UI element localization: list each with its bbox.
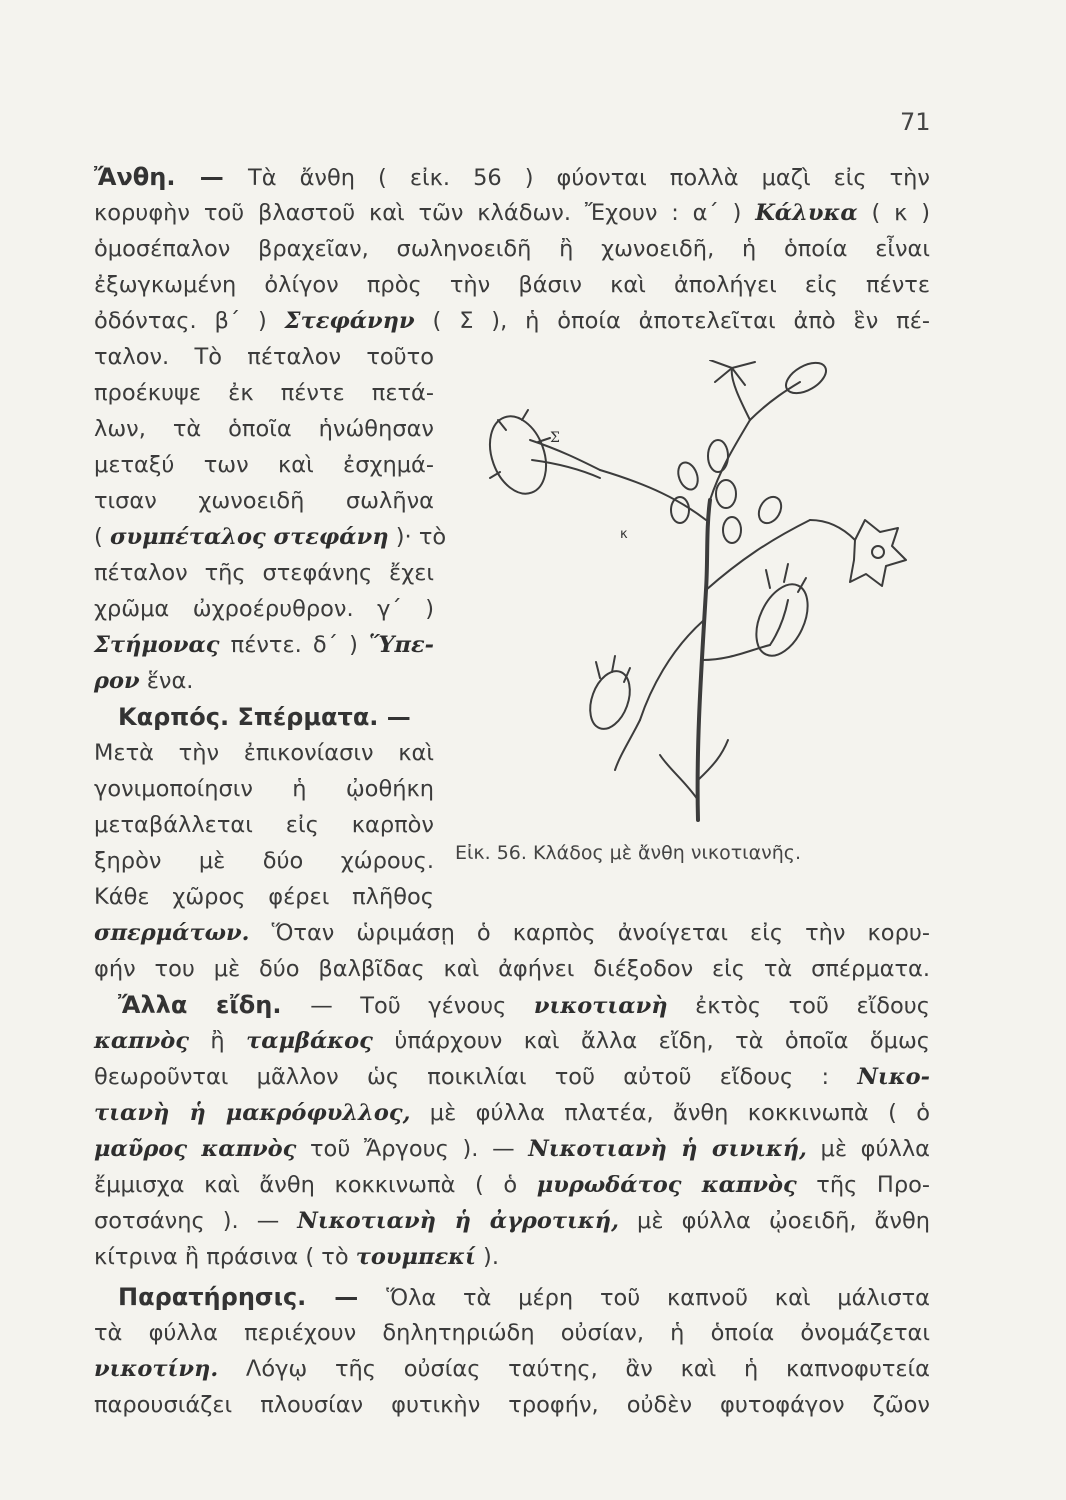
text-span: Ὅλα τὰ μέρη τοῦ καπνοῦ καὶ μάλιστα: [386, 1285, 930, 1311]
text-line: χρῶμα ὠχροέρυθρον. γ΄ ): [94, 596, 434, 622]
text-span: ( Σ ), ἡ ὁποία ἀποτελεῖται ἀπὸ ἓν πέ-: [414, 308, 930, 334]
section-heading: Παρατήρησις. —: [118, 1283, 387, 1311]
text-line: [94, 520, 447, 554]
text-span: μὲ φύλλα ᾠοειδῆ, ἄνθη: [618, 1208, 930, 1234]
text-span: Τὰ ἄνθη ( εἰκ. 56 ) φύονται πολλὰ μαζὶ εἰς τὴν: [247, 165, 930, 191]
text-line: [94, 1352, 930, 1386]
term: Ὕπε-: [369, 632, 434, 658]
term: μυρωδάτος καπνὸς: [536, 1172, 797, 1198]
text-span: ).: [475, 1244, 499, 1270]
text-line: ὁμοσέπαλον βραχεῖαν, σωληνοειδῆ ἢ χωνοειδῆ, ἡ ὁποία εἶναι: [94, 236, 930, 262]
term: τιανὴ ἡ μακρόφυλλος,: [94, 1100, 411, 1126]
text-line: [94, 1024, 930, 1058]
text-line: τισαν χωνοειδῆ σωλῆνα: [94, 488, 434, 514]
text-line: προέκυψε ἐκ πέντε πετά-: [94, 380, 434, 406]
text-span: θεωροῦνται μᾶλλον ὡς ποικιλίαι τοῦ αὐτοῦ εἴδους :: [94, 1064, 858, 1090]
text-line: πέταλον τῆς στεφάνης ἔχει: [94, 560, 434, 586]
term: καπνὸς: [94, 1028, 189, 1054]
term: νικοτιανὴ: [533, 993, 668, 1019]
text-line: [118, 988, 930, 1022]
term: Νικοτιανὴ ἡ σινική,: [528, 1136, 807, 1162]
text-span: σοτσάνης ). —: [94, 1208, 298, 1234]
text-span: ἔμμισχα καὶ ἄνθη κοκκινωπὰ ( ὁ: [94, 1172, 537, 1198]
text-line: [118, 1280, 930, 1314]
text-span: ἢ: [188, 1028, 247, 1054]
text-line: [94, 1204, 930, 1238]
text-span: πέντε. δ΄ ): [219, 632, 370, 658]
figure-caption: Εἰκ. 56. Κλάδος μὲ ἄνθη νικοτιανῆς.: [455, 842, 801, 864]
text-span: ὀδόντας. β΄ ): [94, 308, 285, 334]
text-line: [94, 196, 930, 230]
text-span: ὑπάρχουν καὶ ἄλλα εἴδη, τὰ ὁποῖα ὅμως: [372, 1028, 930, 1054]
text-line: [94, 1168, 930, 1202]
text-span: κίτρινα ἢ πράσινα ( τὸ: [94, 1244, 356, 1270]
text-line: παρουσιάζει πλουσίαν φυτικὴν τροφήν, οὐδὲν φυτοφάγον ζῶον: [94, 1392, 930, 1418]
text-line: [94, 1240, 499, 1274]
section-heading: Ἄνθη. —: [94, 163, 248, 191]
text-line: Κάθε χῶρος φέρει πλῆθος: [94, 884, 434, 910]
text-span: Λόγῳ τῆς οὐσίας ταύτης, ἂν καὶ ἡ καπνοφυτεία: [218, 1356, 930, 1382]
term: σπερμάτων.: [94, 920, 250, 946]
term: Νικοτιανὴ ἡ ἀγροτική,: [297, 1208, 619, 1234]
text-line: [94, 304, 930, 338]
term: ρον: [94, 668, 140, 694]
term: ταμβάκος: [246, 1028, 373, 1054]
term: Στήμονας: [94, 632, 220, 658]
text-line: [94, 160, 930, 194]
term: συμπέταλος στεφάνη: [109, 524, 389, 550]
text-span: )· τὸ: [388, 524, 447, 550]
term: τουμπεκί: [355, 1244, 476, 1270]
text-span: — Τοῦ γένους: [310, 993, 534, 1019]
page-number: 71: [900, 108, 931, 136]
text-span: τοῦ Ἄργους ). —: [296, 1136, 529, 1162]
text-line: ταλον. Τὸ πέταλον τοῦτο: [94, 344, 434, 370]
text-line: [94, 1096, 930, 1130]
text-line: τὰ φύλλα περιέχουν δηλητηριώδη οὐσίαν, ἡ ὁποία ὀνομάζεται: [94, 1320, 930, 1346]
text-line: μεταξύ των καὶ ἐσχημά-: [94, 452, 434, 478]
text-line: [94, 628, 434, 662]
text-line: [94, 664, 193, 698]
term: Κάλυκα: [755, 200, 858, 226]
section-heading: Καρπός. Σπέρματα. —: [118, 703, 411, 731]
text-span: ἐκτὸς τοῦ εἴδους: [667, 993, 930, 1019]
text-line: φήν του μὲ δύο βαλβῖδας καὶ ἀφήνει διέξοδον εἰς τὰ σπέρματα.: [94, 956, 930, 982]
text-span: μὲ φύλλα: [806, 1136, 930, 1162]
text-line: μεταβάλλεται εἰς καρπὸν: [94, 812, 434, 838]
text-span: ( κ ): [857, 200, 930, 226]
text-span: τῆς Προ-: [796, 1172, 931, 1198]
section-heading: Ἄλλα εἴδη.: [118, 991, 311, 1019]
text-span: κορυφὴν τοῦ βλαστοῦ καὶ τῶν κλάδων. Ἔχουν : α΄ ): [94, 200, 756, 226]
text-span: (: [94, 524, 110, 550]
tobacco-branch-illustration: [470, 360, 940, 830]
term: Στεφάνην: [284, 308, 415, 334]
text-line: ξηρὸν μὲ δύο χώρους.: [94, 848, 434, 874]
text-line: Μετὰ τὴν ἐπικονίασιν καὶ: [94, 740, 434, 766]
text-line: λων, τὰ ὁποῖα ἡνώθησαν: [94, 416, 434, 442]
text-span: ἕνα.: [139, 668, 194, 694]
text-line: γονιμοποίησιν ἡ ᾠοθήκη: [94, 776, 434, 802]
term: νικοτίνη.: [94, 1356, 219, 1382]
text-span: Ὅταν ὡριμάσῃ ὁ καρπὸς ἀνοίγεται εἰς τὴν κορυ-: [249, 920, 930, 946]
label-calyx: κ: [620, 527, 628, 542]
term: Νικο-: [857, 1064, 930, 1090]
text-line: [94, 1132, 930, 1166]
text-line: [94, 1060, 930, 1094]
label-corolla: Σ: [550, 430, 560, 446]
text-line: [94, 916, 930, 950]
text-span: μὲ φύλλα πλατέα, ἄνθη κοκκινωπὰ ( ὁ: [410, 1100, 930, 1126]
text-line: ἐξωγκωμένη ὀλίγον πρὸς τὴν βάσιν καὶ ἀπολήγει εἰς πέντε: [94, 272, 930, 298]
term: μαῦρος καπνὸς: [94, 1136, 297, 1162]
